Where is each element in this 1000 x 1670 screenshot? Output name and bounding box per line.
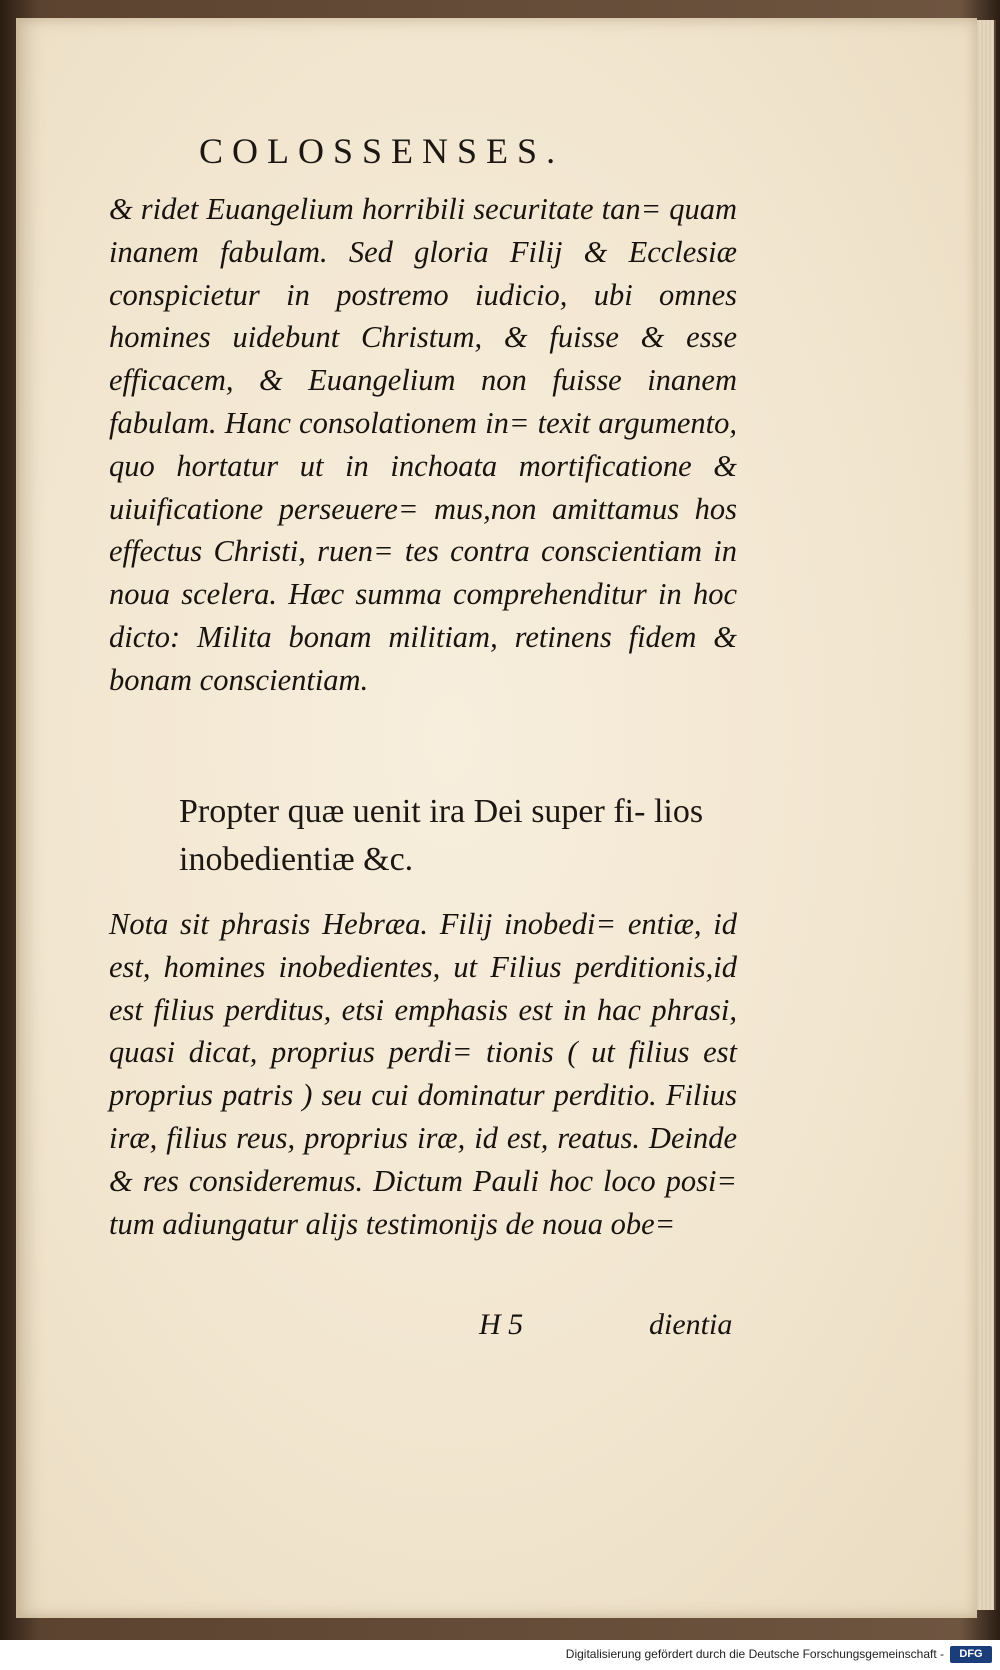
catchword: dientia [649, 1308, 733, 1341]
book-page [16, 18, 977, 1618]
running-head: COLOSSENSES. [199, 131, 565, 171]
dfg-logo: DFG [950, 1646, 992, 1663]
text-block-lemma: Propter quæ uenit ira Dei super fi- lios inobedientiæ &c. [179, 793, 704, 878]
signature-mark: H 5 [479, 1308, 524, 1341]
text-block-exposition: Nota sit phrasis Hebræa. Filij inobedi= entiæ, id est, homines inobedientes, ut Filius perditionis,id est filius perditus, etsi emphasis est in hac phrasi, quasi dicat, proprius perdi= tionis ( ut filius est proprius patris ) seu cui dominatur perditio. Filius iræ, filius reus, proprius iræ, id est, reatus. Deinde & res consideremus. Dictum Pauli hoc loco posi= tum adiungatur alijs testimonijs de noua obe= [109, 907, 737, 1241]
digitization-footer [0, 1640, 1000, 1670]
funding-credit: Digitalisierung gefördert durch die Deutsche Forschungsgemeinschaft - [565, 1647, 944, 1661]
text-block-commentary: & ridet Euangelium horribili securitate tan= quam inanem fabulam. Sed gloria Filij & Ecclesiæ conspicietur in postremo iudicio, ubi omnes homines uidebunt Christum, & fuisse & esse efficacem, & Euangelium non fuisse inanem fabulam. Hanc consolationem in= texit argumento, quo hortatur ut in inchoata mortificatione & uiuificatione perseuere= mus,non amittamus hos effectus Christi, ruen= tes contra conscientiam in noua scelera. Hæc summa comprehenditur in hoc dicto: Milita bonam militiam, retinens fidem & bonam conscientiam. [109, 192, 737, 697]
